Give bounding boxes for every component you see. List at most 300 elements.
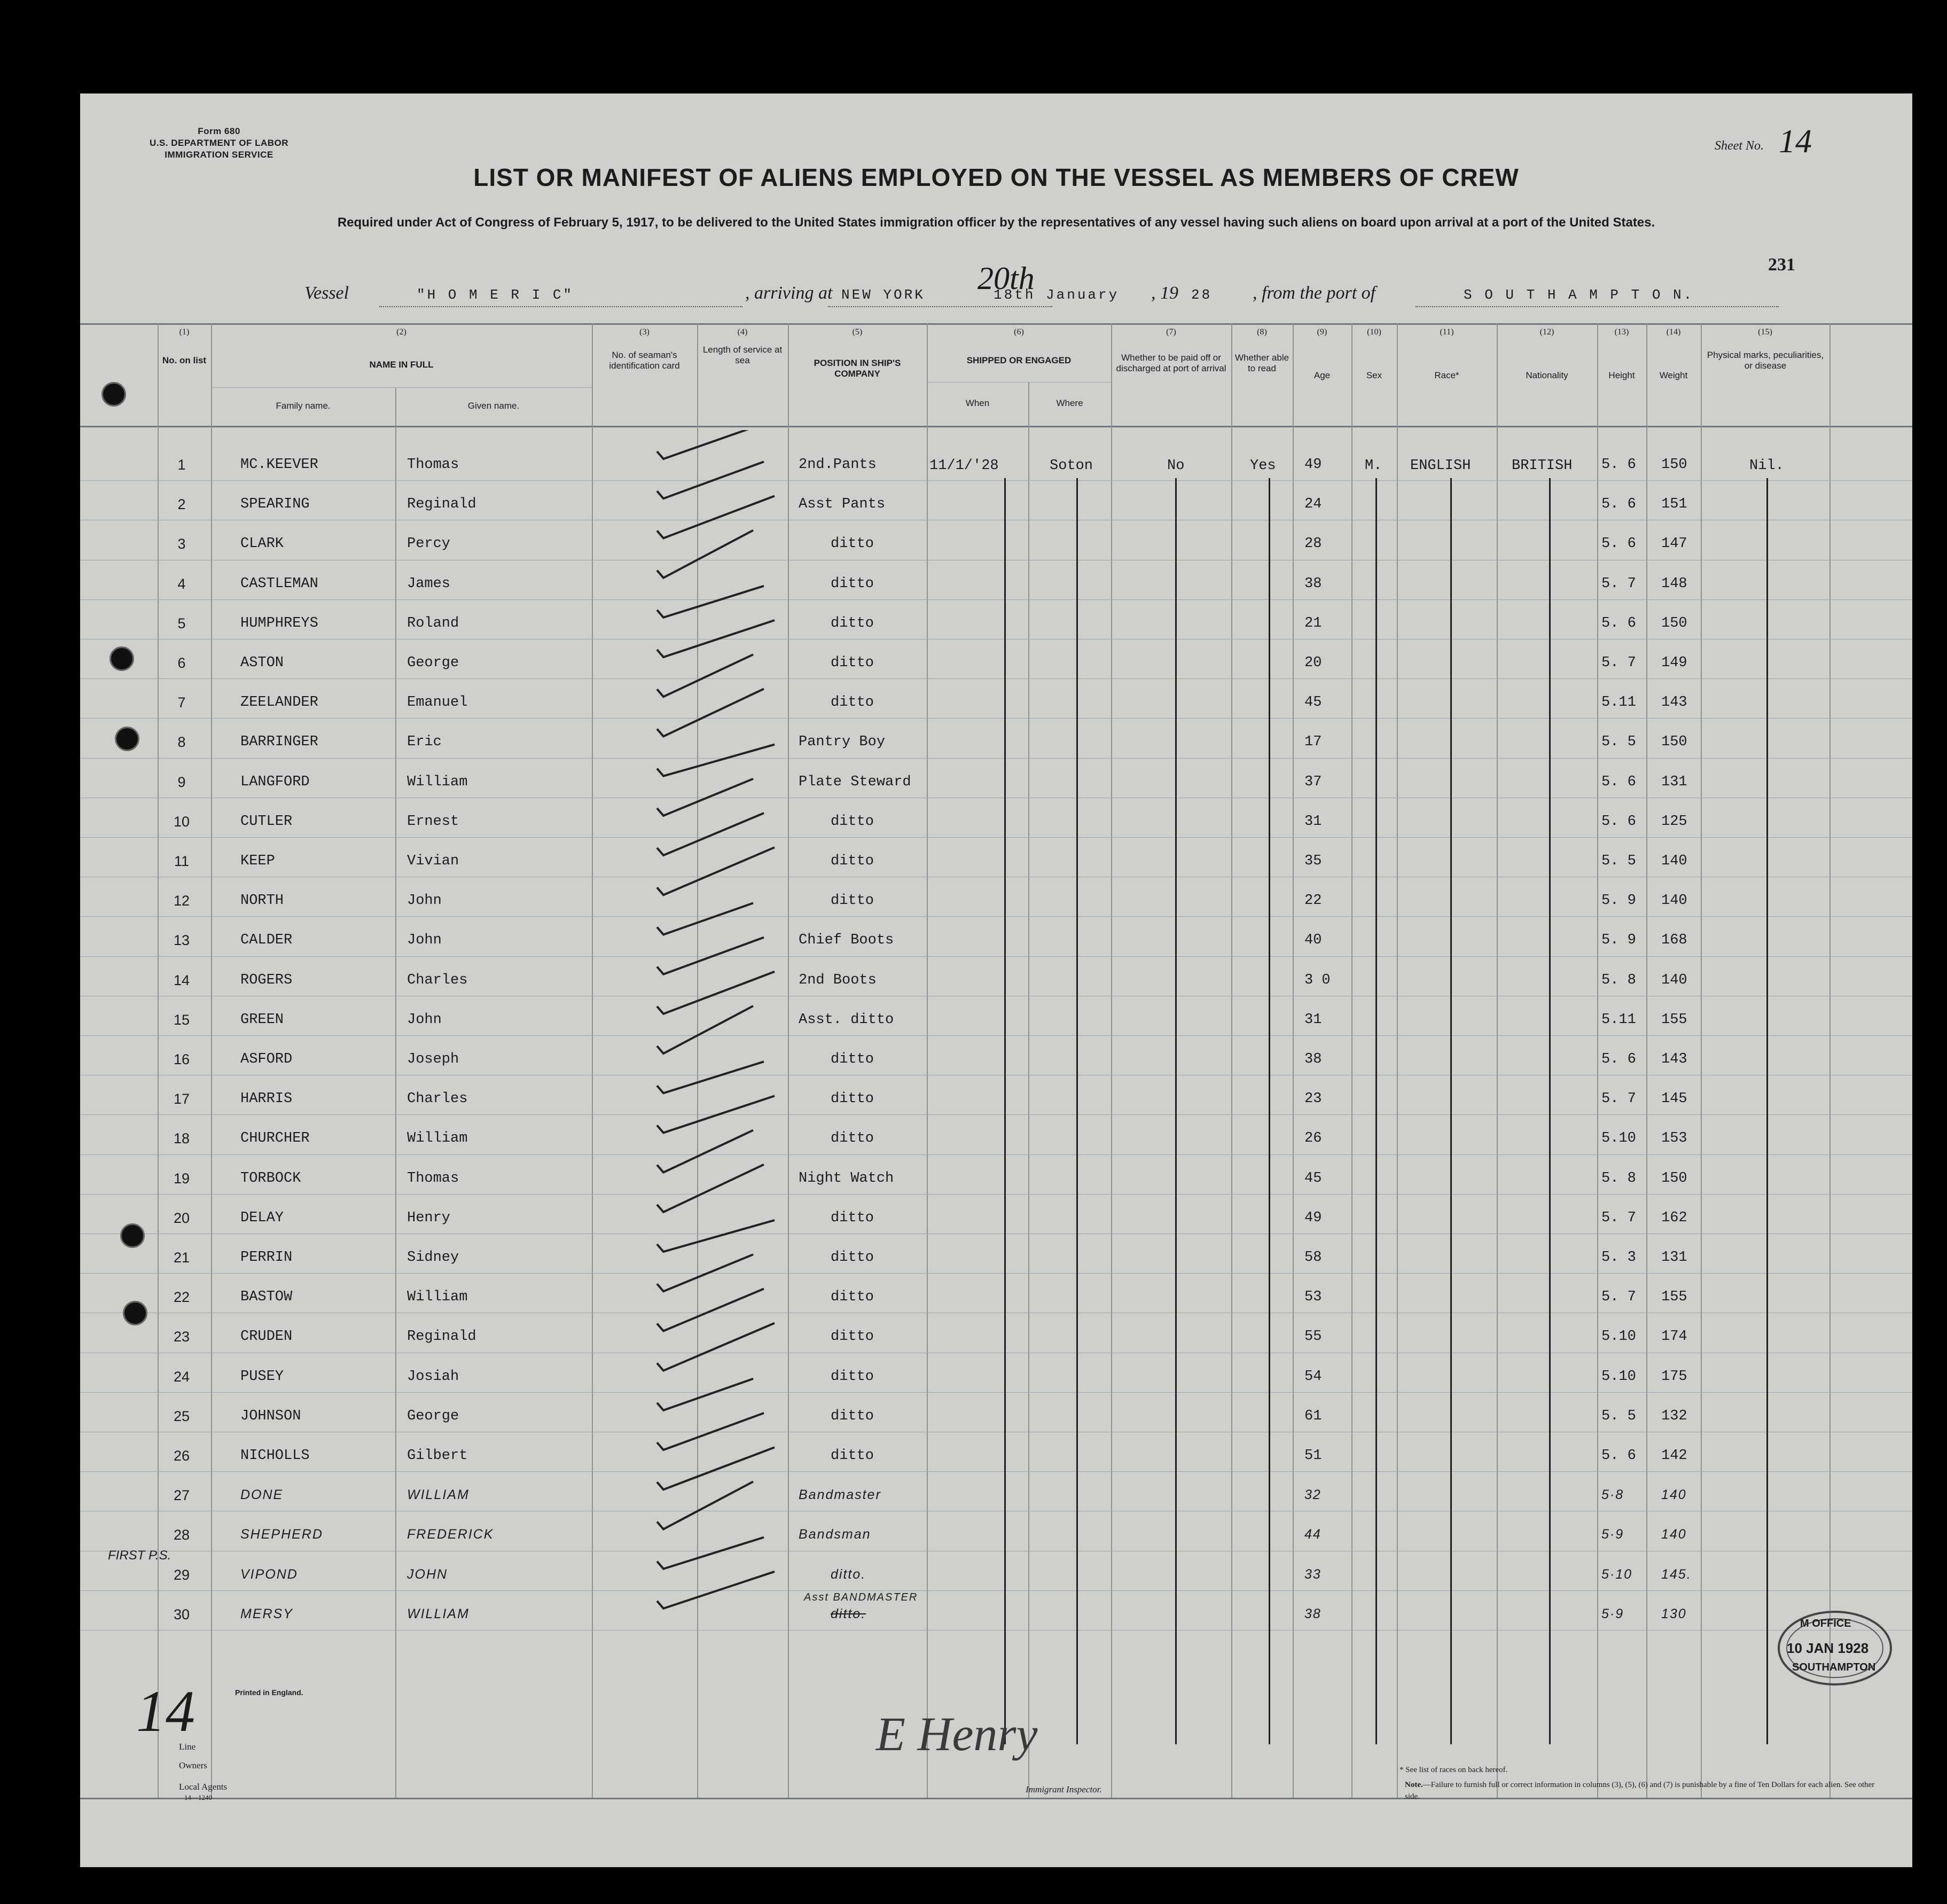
row-age: 37 (1304, 774, 1322, 790)
header-bottom-rule (80, 426, 1912, 427)
row-given: Reginald (407, 496, 476, 513)
row-age: 22 (1304, 893, 1322, 909)
check-mark (657, 813, 764, 855)
row-position: ditto (831, 1329, 874, 1345)
row-age: 24 (1304, 496, 1322, 513)
row-family: HARRIS (240, 1091, 293, 1107)
row-given: Gilbert (407, 1448, 468, 1464)
row-rule (80, 1273, 1912, 1274)
header-position: POSITION IN SHIP'S COMPANY (814, 358, 901, 379)
shipped-when: 11/1/'28 (929, 458, 999, 474)
row-age: 51 (1304, 1448, 1322, 1464)
row-age: 20 (1304, 655, 1322, 671)
row-position: Bandmaster (799, 1487, 881, 1503)
row-height: 5. 8 (1601, 1170, 1636, 1187)
note-text: —Failure to furnish full or correct information in columns (3), (5), (6) and (7) is punishable by a fine of Ten Dollars for each alien. See other side. (1405, 1781, 1875, 1801)
row-weight: 174 (1661, 1329, 1687, 1345)
col-number: (3) (639, 327, 650, 337)
row-weight: 132 (1661, 1408, 1687, 1424)
row-weight: 125 (1661, 813, 1687, 830)
row-family: BARRINGER (240, 734, 318, 751)
row-given: Reginald (407, 1329, 476, 1345)
row-position: ditto (831, 1448, 874, 1464)
row-weight: 143 (1661, 1051, 1687, 1067)
row-given: Thomas (407, 1170, 459, 1187)
header-age: Age (1313, 370, 1331, 380)
row-family: SHEPHERD (240, 1527, 323, 1542)
row-weight: 145. (1661, 1566, 1692, 1582)
row-age: 35 (1304, 853, 1322, 869)
header-shipped: SHIPPED OR ENGAGED (966, 355, 1072, 365)
check-mark (657, 1413, 764, 1450)
row-no: 26 (173, 1448, 190, 1464)
row-rule (80, 1154, 1912, 1155)
ditto-line (1004, 478, 1006, 1744)
row-family: ASFORD (240, 1051, 293, 1067)
row-no: 4 (177, 575, 186, 592)
service-name: IMMIGRATION SERVICE (165, 150, 273, 160)
arrival-year: 28 (1191, 287, 1213, 303)
year-prefix: , 19 (1151, 283, 1178, 303)
able-read-value: Yes (1250, 458, 1276, 474)
col-number: (12) (1539, 327, 1554, 337)
row-weight: 148 (1661, 575, 1687, 592)
row-weight: 151 (1661, 496, 1687, 513)
row-height: 5·8 (1601, 1487, 1624, 1503)
row-age: 3 0 (1304, 972, 1331, 988)
vessel-label: Vessel (304, 283, 349, 303)
penalty-note (1405, 1779, 1886, 1802)
row-no: 19 (173, 1170, 190, 1187)
row-weight: 130 (1661, 1606, 1687, 1621)
header-weight: Weight (1659, 370, 1688, 380)
row-no: 11 (174, 853, 190, 869)
header-where: Where (1056, 398, 1083, 408)
row-age: 28 (1304, 536, 1322, 552)
row-position: ditto (831, 813, 874, 830)
row-position: ditto (831, 1408, 874, 1424)
row-height: 5.10 (1601, 1130, 1636, 1147)
header-name-in-full: NAME IN FULL (369, 360, 434, 370)
document-title: LIST OR MANIFEST OF ALIENS EMPLOYED ON THE VESSEL AS MEMBERS OF CREW (473, 163, 1519, 191)
punch-hole (101, 382, 126, 407)
row-position: ditto (831, 1250, 874, 1266)
ditto-line (1076, 478, 1078, 1744)
row-height: 5. 6 (1601, 496, 1636, 513)
row-position: ditto (831, 1368, 874, 1385)
row-height: 5. 7 (1601, 1091, 1636, 1107)
form-code: 14—1240 (184, 1793, 212, 1801)
from-port-underline (1416, 306, 1779, 307)
row-position: Asst. ditto (799, 1011, 894, 1028)
row-weight: 150 (1661, 734, 1687, 751)
row-age: 55 (1304, 1329, 1322, 1345)
row-given: Joseph (407, 1051, 459, 1067)
row-position: ditto (831, 1289, 874, 1306)
check-mark (657, 496, 775, 538)
row-given: WILLIAM (407, 1606, 470, 1621)
row-weight: 140 (1661, 1487, 1687, 1503)
row-weight: 140 (1661, 893, 1687, 909)
check-mark (657, 1254, 753, 1291)
row-no: 12 (173, 893, 190, 909)
row-position: ditto (831, 1130, 874, 1147)
row-age: 26 (1304, 1130, 1322, 1147)
col-number: (13) (1614, 327, 1629, 337)
row-height: 5.10 (1601, 1368, 1636, 1385)
arrival-day-handwritten: 20th (978, 261, 1035, 296)
document-subtitle: Required under Act of Congress of February 5, 1917, to be delivered to the United States immigration officer by the representatives of any vessel having such aliens on board upon arrival at a port of the United States. (337, 215, 1655, 230)
punch-hole (120, 1223, 145, 1248)
row-rule (80, 718, 1912, 719)
header-height: Height (1608, 370, 1635, 380)
row-family: CLARK (240, 536, 284, 552)
printed-in-england: Printed in England. (235, 1688, 303, 1697)
row-position: ditto (831, 1091, 874, 1107)
shipped-where: Soton (1050, 458, 1093, 474)
row-given: FREDERICK (407, 1527, 494, 1542)
row-weight: 155 (1661, 1289, 1687, 1306)
row-family: SPEARING (240, 496, 310, 513)
check-mark (657, 1481, 753, 1529)
row-rule (80, 758, 1912, 759)
check-mark (657, 462, 764, 498)
row-given: JOHN (407, 1566, 448, 1582)
row-weight: 155 (1661, 1011, 1687, 1028)
check-mark (657, 847, 775, 895)
row-no: 18 (173, 1130, 190, 1147)
row-height: 5. 6 (1601, 615, 1636, 631)
row-height: 5. 5 (1601, 734, 1636, 751)
row-given: Charles (407, 1091, 468, 1107)
local-agents-label: Local Agents (179, 1782, 228, 1792)
row-given: John (407, 932, 442, 949)
row-family: CHURCHER (240, 1130, 310, 1147)
row-age: 31 (1304, 1011, 1322, 1028)
row-rule (80, 837, 1912, 838)
row-height: 5.11 (1601, 695, 1636, 711)
row-given: James (407, 575, 451, 592)
row-given: WILLIAM (407, 1487, 470, 1503)
header-able-read: Whether able to read (1234, 353, 1289, 373)
from-port-label: , from the port of (1253, 283, 1376, 303)
row-height: 5. 9 (1601, 932, 1636, 949)
row-weight: 168 (1661, 932, 1687, 949)
check-mark (657, 1447, 775, 1489)
row-family: NORTH (240, 893, 284, 909)
header-sex: Sex (1366, 370, 1382, 380)
check-mark (657, 1289, 764, 1331)
row-position: 2nd Boots (799, 972, 877, 988)
row-age: 54 (1304, 1368, 1322, 1385)
row-family: JOHNSON (240, 1408, 301, 1424)
check-mark (657, 689, 764, 736)
row-family: VIPOND (240, 1566, 298, 1582)
arrival-date: 18th January (994, 287, 1120, 303)
row-age: 53 (1304, 1289, 1322, 1306)
row-no: 25 (173, 1408, 190, 1424)
row-age: 17 (1304, 734, 1322, 751)
row-given: William (407, 774, 468, 790)
row-no: 6 (177, 655, 186, 671)
row-position: ditto (831, 1209, 874, 1226)
row-age: 38 (1304, 1051, 1322, 1067)
row-rule (80, 1392, 1912, 1393)
table-top-rule (80, 323, 1912, 325)
ditto-line (1549, 478, 1551, 1744)
handwritten-sheet-number: 14 (136, 1679, 195, 1744)
col-number: (14) (1666, 327, 1681, 337)
row-family: ZEELANDER (240, 695, 318, 711)
row-weight: 150 (1661, 457, 1687, 473)
punch-hole (115, 727, 139, 751)
row-no: 5 (177, 615, 186, 631)
row-position: ditto (831, 1051, 874, 1067)
row-age: 61 (1304, 1408, 1322, 1424)
col-number: (10) (1367, 327, 1381, 337)
row-family: MC.KEEVER (240, 457, 318, 473)
row-given: Roland (407, 615, 459, 631)
row-given: George (407, 655, 459, 671)
row-family: ROGERS (240, 972, 293, 988)
header-id-card: No. of seaman's identification card (609, 350, 680, 371)
row-weight: 140 (1661, 853, 1687, 869)
row-family: DELAY (240, 1209, 284, 1226)
check-mark (657, 586, 764, 618)
owners-label: Owners (179, 1760, 207, 1770)
row-family: NICHOLLS (240, 1448, 310, 1464)
row-weight: 175 (1661, 1368, 1687, 1385)
row-position: Chief Boots (799, 932, 894, 949)
header-length-service: Length of service at sea (702, 345, 783, 365)
check-mark (657, 1379, 753, 1410)
row-family: PUSEY (240, 1368, 284, 1385)
row-given: Sidney (407, 1250, 459, 1266)
ditto-line (1269, 478, 1270, 1744)
check-mark (657, 430, 753, 459)
row-height: 5. 6 (1601, 774, 1636, 790)
sex-value: M. (1365, 458, 1382, 474)
row-height: 5. 3 (1601, 1250, 1636, 1266)
row-age: 49 (1304, 457, 1322, 473)
departure-port: S O U T H A M P T O N. (1464, 287, 1694, 303)
row-no: 21 (173, 1250, 190, 1266)
row-no: 28 (173, 1527, 190, 1543)
page-reference: 231 (1768, 255, 1795, 275)
row-position: Plate Steward (799, 774, 911, 790)
row-height: 5. 5 (1601, 1408, 1636, 1424)
margin-note: FIRST P.S. (108, 1548, 171, 1563)
row-height: 5.11 (1601, 1011, 1636, 1028)
row-rule (80, 916, 1912, 917)
row-position: ditto (831, 893, 874, 909)
manifest-sheet (80, 93, 1912, 1867)
row-rule (80, 1114, 1912, 1115)
header-paid-off: Whether to be paid off or discharged at port of arrival (1116, 353, 1226, 373)
row-family: CUTLER (240, 813, 293, 830)
row-height: 5. 7 (1601, 1209, 1636, 1226)
row-age: 58 (1304, 1250, 1322, 1266)
row-no: 24 (173, 1368, 190, 1385)
row-weight: 150 (1661, 1170, 1687, 1187)
row-weight: 149 (1661, 655, 1687, 671)
row-height: 5. 6 (1601, 813, 1636, 830)
row-rule (80, 1471, 1912, 1472)
row-rule (80, 678, 1912, 679)
check-mark (657, 1130, 753, 1173)
row-family: CASTLEMAN (240, 575, 318, 592)
row-weight: 143 (1661, 695, 1687, 711)
line-label: Line (179, 1742, 196, 1752)
check-mark (657, 1538, 764, 1569)
row-no: 13 (173, 932, 190, 949)
check-mark (657, 620, 775, 657)
nationality-value: BRITISH (1512, 458, 1573, 474)
row-age: 38 (1304, 575, 1322, 592)
row-position: ditto (831, 655, 874, 671)
row-height: 5. 8 (1601, 972, 1636, 988)
row-position: ditto (831, 695, 874, 711)
col-number: (2) (396, 327, 406, 337)
row-age: 21 (1304, 615, 1322, 631)
row-given: George (407, 1408, 459, 1424)
row-no: 17 (173, 1091, 190, 1107)
check-mark (657, 1572, 775, 1609)
row-height: 5. 6 (1601, 1448, 1636, 1464)
paid-off-value: No (1167, 458, 1185, 474)
check-mark (657, 654, 753, 697)
row-height: 5. 7 (1601, 1289, 1636, 1306)
note-label: Note. (1405, 1781, 1423, 1789)
row-family: CRUDEN (240, 1329, 293, 1345)
row-weight: 153 (1661, 1130, 1687, 1147)
ditto-line (1450, 478, 1452, 1744)
row-given: Eric (407, 734, 442, 751)
row-family: HUMPHREYS (240, 615, 318, 631)
row-height: 5·10 (1601, 1566, 1633, 1582)
row-position: Asst Pants (799, 496, 886, 513)
row-given: Josiah (407, 1368, 459, 1385)
col-number: (11) (1440, 327, 1454, 337)
stamp-date: 10 JAN 1928 (1787, 1640, 1869, 1656)
check-mark (657, 530, 753, 578)
races-note: * See list of races on back hereof. (1399, 1766, 1508, 1774)
check-mark (657, 1006, 753, 1054)
row-position: ditto. (831, 1566, 866, 1582)
row-age: 44 (1304, 1527, 1322, 1542)
row-family: TORBOCK (240, 1170, 301, 1187)
port-underline (828, 306, 1052, 307)
row-family: CALDER (240, 932, 293, 949)
row-family: MERSY (240, 1606, 293, 1621)
col-number: (9) (1317, 327, 1327, 337)
ditto-line (1375, 478, 1377, 1744)
check-mark (657, 1096, 775, 1133)
row-no: 7 (177, 695, 186, 711)
row-height: 5. 6 (1601, 1051, 1636, 1067)
check-mark (657, 1165, 764, 1212)
row-no: 29 (173, 1566, 190, 1583)
vessel-name: "H O M E R I C" (417, 287, 574, 303)
row-age: 45 (1304, 1170, 1322, 1187)
row-given: Henry (407, 1209, 451, 1226)
row-age: 23 (1304, 1091, 1322, 1107)
row-no: 8 (177, 734, 186, 751)
row-weight: 145 (1661, 1091, 1687, 1107)
row-age: 33 (1304, 1566, 1322, 1582)
form-identifier (139, 126, 299, 161)
row-given: Charles (407, 972, 468, 988)
row-rule (80, 956, 1912, 957)
header-nationality: Nationality (1526, 370, 1568, 380)
arriving-label: , arriving at (745, 283, 833, 303)
physical-value: Nil. (1749, 458, 1784, 474)
check-mark (657, 938, 764, 974)
row-weight: 150 (1661, 615, 1687, 631)
row-position: Pantry Boy (799, 734, 886, 751)
col-number: (1) (179, 327, 190, 337)
inspector-label: Immigrant Inspector. (1026, 1784, 1102, 1794)
inspector-signature: E Henry (876, 1708, 1038, 1761)
row-height: 5·9 (1601, 1527, 1624, 1542)
row-age: 31 (1304, 813, 1322, 830)
row-given: John (407, 1011, 442, 1028)
ditto-line (1175, 478, 1177, 1744)
check-mark (657, 779, 753, 816)
row-age: 49 (1304, 1209, 1322, 1226)
row-weight: 131 (1661, 1250, 1687, 1266)
row-no: 20 (173, 1209, 190, 1226)
col-number: (7) (1166, 327, 1176, 337)
col-number: (8) (1257, 327, 1267, 337)
row-age: 45 (1304, 695, 1322, 711)
row-no: 3 (177, 536, 186, 552)
header-when: When (965, 398, 990, 408)
row-rule (80, 1194, 1912, 1195)
check-marks (577, 430, 897, 1830)
header-no-on-list: No. on list (162, 355, 207, 365)
row-height: 5. 6 (1601, 536, 1636, 552)
row-no: 14 (173, 972, 190, 988)
row-given: Ernest (407, 813, 459, 830)
row-weight: 131 (1661, 774, 1687, 790)
row-given: Emanuel (407, 695, 468, 711)
row-no: 1 (177, 457, 186, 473)
row-weight: 140 (1661, 1527, 1687, 1542)
row-age: 32 (1304, 1487, 1322, 1503)
row-position: Night Watch (799, 1170, 894, 1187)
row-family: ASTON (240, 655, 284, 671)
row-height: 5. 7 (1601, 655, 1636, 671)
row-height: 5. 9 (1601, 893, 1636, 909)
row-given: John (407, 893, 442, 909)
row-no: 15 (173, 1011, 190, 1028)
stamp-top: M OFFICE (1800, 1618, 1851, 1629)
row-given: Percy (407, 536, 451, 552)
row-given: William (407, 1289, 468, 1306)
row-weight: 142 (1661, 1448, 1687, 1464)
office-stamp (1776, 1608, 1894, 1688)
row-given: Thomas (407, 457, 459, 473)
vessel-underline (379, 306, 742, 307)
row-position: ditto (831, 615, 874, 631)
check-mark (657, 1062, 764, 1093)
header-family-name: Family name. (276, 401, 331, 411)
col-number: (4) (737, 327, 748, 337)
stamp-bottom: SOUTHAMPTON (1792, 1661, 1876, 1673)
row-family: PERRIN (240, 1250, 293, 1266)
row-height: 5. 6 (1601, 457, 1636, 473)
